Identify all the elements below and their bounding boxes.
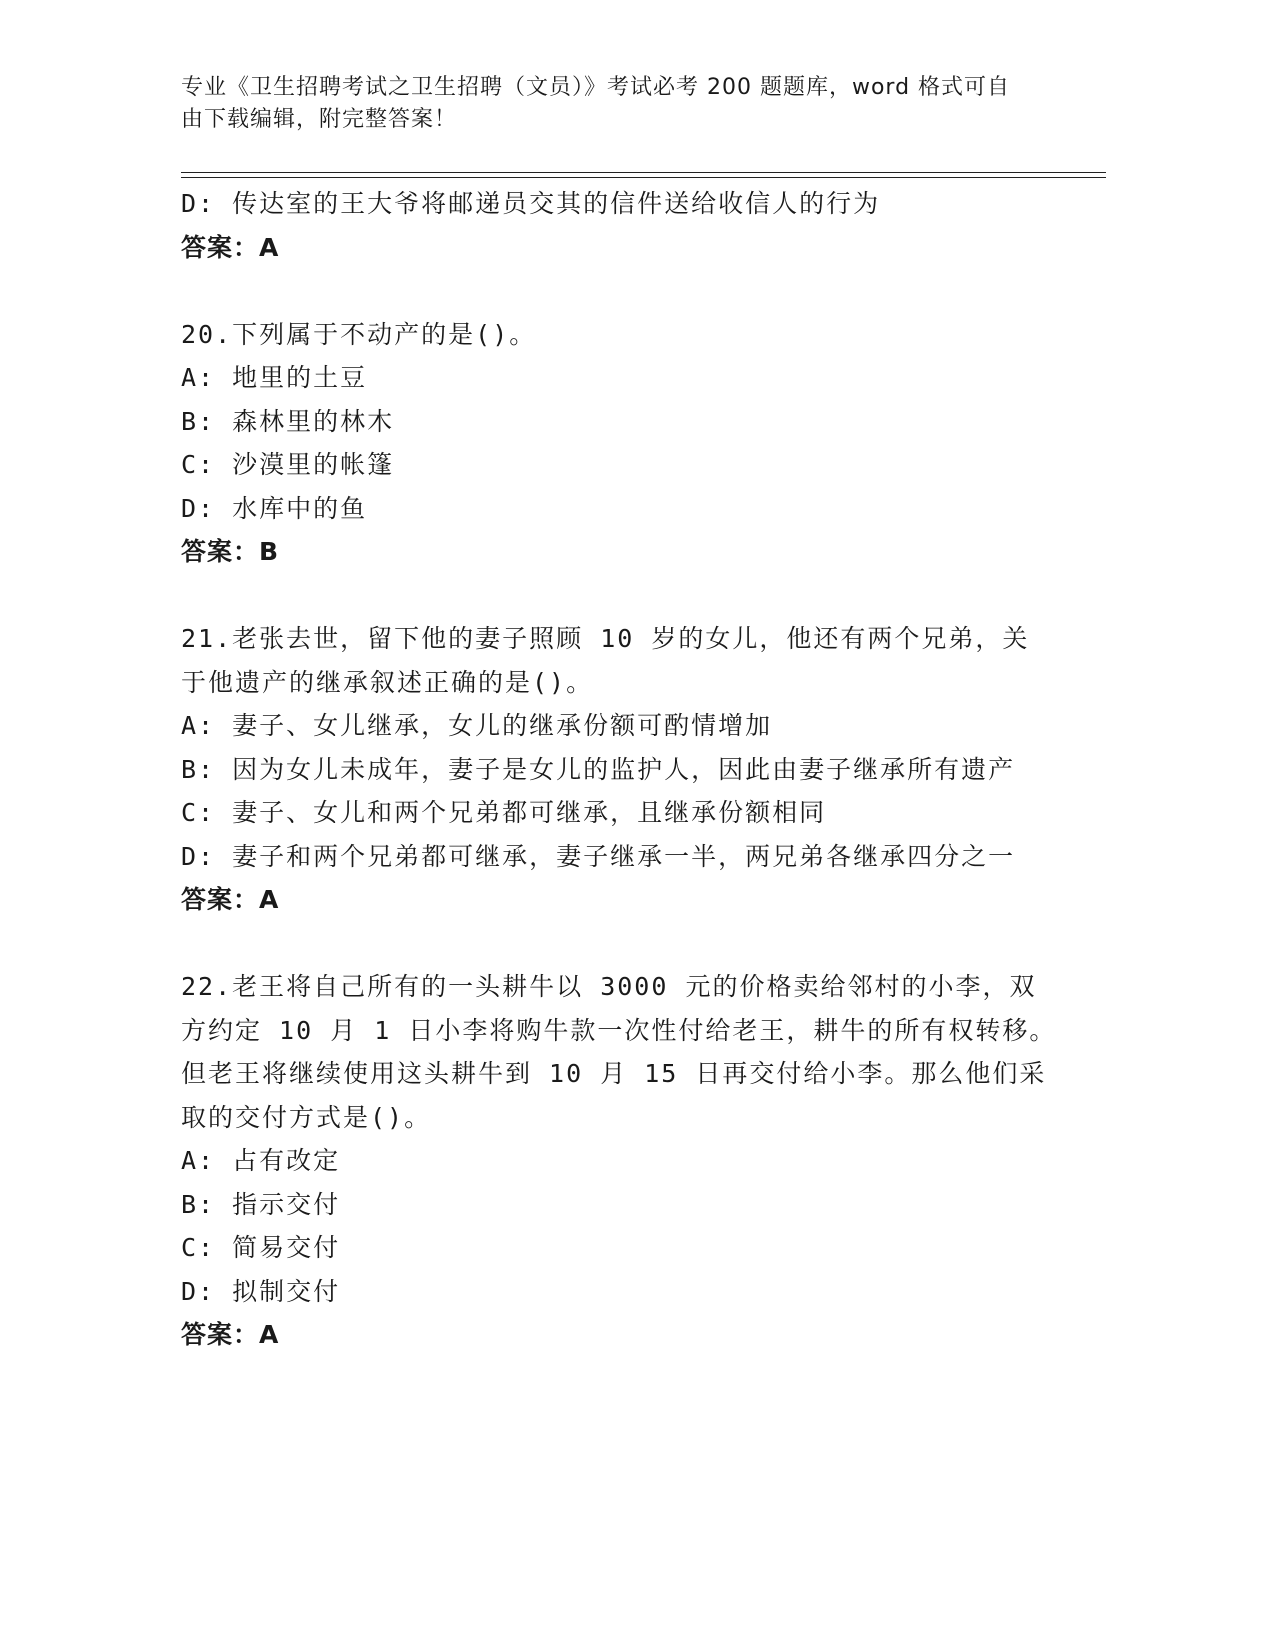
header-divider-top xyxy=(181,172,1106,173)
question-stem-line-1: 22.老王将自己所有的一头耕牛以 3000 元的价格卖给邻村的小李，双 xyxy=(181,972,1037,1001)
header-line-1: 专业《卫生招聘考试之卫生招聘（文员）》考试必考 200 题题库，word 格式可自 xyxy=(181,75,1011,100)
answer-line: 答案：B xyxy=(181,537,280,566)
question-stem-line-2: 方约定 10 月 1 日小李将购牛款一次性付给老王，耕牛的所有权转移。 xyxy=(181,1015,1057,1045)
option-a: A: 地里的土豆 xyxy=(181,363,368,392)
question-stem-line-4: 取的交付方式是()。 xyxy=(181,1102,432,1132)
option-d: D: 水库中的鱼 xyxy=(181,493,368,523)
option-b: B: 因为女儿未成年，妻子是女儿的监护人，因此由妻子继承所有遗产 xyxy=(181,754,1016,784)
answer-line: 答案：A xyxy=(181,232,280,262)
option-b: B: 森林里的林木 xyxy=(181,406,395,436)
question-stem-line-1: 21.老张去世，留下他的妻子照顾 10 岁的女儿，他还有两个兄弟，关 xyxy=(181,624,1030,653)
option-b: B: 指示交付 xyxy=(181,1189,341,1219)
option-d: D: 拟制交付 xyxy=(181,1276,341,1306)
question-21 xyxy=(181,617,1081,922)
answer-line: 答案：A xyxy=(181,885,280,914)
question-stem-line-2: 于他遗产的继承叙述正确的是()。 xyxy=(181,667,594,697)
header-line-2: 由下载编辑，附完整答案！ xyxy=(181,107,458,132)
header-divider-bottom xyxy=(181,177,1106,178)
question-stem: 20.下列属于不动产的是()。 xyxy=(181,319,537,349)
option-c: C: 沙漠里的帐篷 xyxy=(181,450,395,479)
question-gap xyxy=(181,269,1081,313)
document-header xyxy=(181,72,1041,136)
question-20 xyxy=(181,313,1081,574)
option-a: A: 占有改定 xyxy=(181,1146,341,1175)
previous-question-tail xyxy=(181,182,1081,269)
option-c: C: 简易交付 xyxy=(181,1233,341,1262)
answer-line: 答案：A xyxy=(181,1320,280,1349)
option-a: A: 妻子、女儿继承，女儿的继承份额可酌情增加 xyxy=(181,711,773,740)
question-gap xyxy=(181,922,1081,966)
question-22 xyxy=(181,965,1081,1357)
option-c: C: 妻子、女儿和两个兄弟都可继承，且继承份额相同 xyxy=(181,798,827,827)
question-stem-line-3: 但老王将继续使用这头耕牛到 10 月 15 日再交付给小李。那么他们采 xyxy=(181,1059,1047,1088)
option-d: D: 妻子和两个兄弟都可继承，妻子继承一半，两兄弟各继承四分之一 xyxy=(181,841,1016,871)
question-gap xyxy=(181,574,1081,618)
question-content xyxy=(181,182,1081,1357)
option-d: D: 传达室的王大爷将邮递员交其的信件送给收信人的行为 xyxy=(181,189,881,218)
